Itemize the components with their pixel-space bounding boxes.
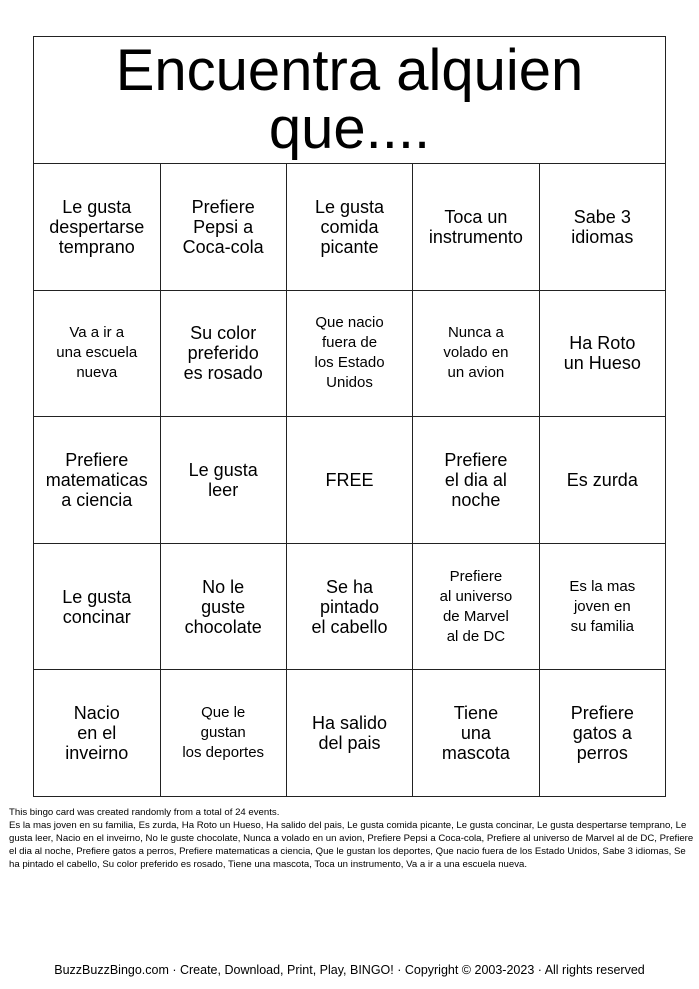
footer: BuzzBuzzBingo.com · Create, Download, Print, Play, BINGO! · Copyright © 2003-2023 · All rights reserved [54,963,645,977]
bingo-cell: Prefiere el dia al noche [413,417,539,544]
bingo-cell: Que le gustan los deportes [160,670,286,797]
card-title: Encuentra alquien que.... [34,37,666,164]
free-space: FREE [286,417,412,544]
info-events: Es la mas joven en su familia, Es zurda, Ha Roto un Hueso, Ha salido del pais, Le gusta comida picante, Le gusta concinar, Le gusta despertarse temprano, Le gusta leer, Nacio en el inveirno, No le guste chocolate, Nunca a volado en un avion, Prefiere Pepsi a Coca-cola, Prefiere al universo de Marvel al de DC, Prefiere el dia al noche, Prefiere gatos a perros, Prefiere matematicas a ciencia, Que le gustan los deportes, Que nacio fuera de los Estado Unidos, Sabe 3 idiomas, Se ha pintado el cabello, Su color preferido es rosado, Tiene una mascota, Toca un instrumento, Va a ir a una escuela nueva. [9,820,694,870]
bingo-cell: Toca un instrumento [413,164,539,291]
bingo-cell: Ha salido del pais [286,670,412,797]
bingo-row [34,417,666,544]
bingo-cell: Va a ir a una escuela nueva [34,290,161,417]
bingo-cell: Tiene una mascota [413,670,539,797]
bingo-cell: No le guste chocolate [160,543,286,670]
bingo-cell: Prefiere matematicas a ciencia [34,417,161,544]
bingo-card [33,36,666,797]
bingo-cell: Que nacio fuera de los Estado Unidos [286,290,412,417]
bingo-row [34,290,666,417]
bingo-cell: Le gusta comida picante [286,164,412,291]
bingo-cell: Le gusta despertarse temprano [34,164,161,291]
bingo-cell: Prefiere Pepsi a Coca-cola [160,164,286,291]
bingo-row [34,670,666,797]
bingo-cell: Le gusta concinar [34,543,161,670]
bingo-row [34,543,666,670]
bingo-cell: Nacio en el inveirno [34,670,161,797]
bingo-cell: Es la mas joven en su familia [539,543,665,670]
bingo-row [34,164,666,291]
bingo-cell: Es zurda [539,417,665,544]
bingo-cell: Prefiere gatos a perros [539,670,665,797]
bingo-cell: Ha Roto un Hueso [539,290,665,417]
info-summary: This bingo card was created randomly from a total of 24 events. [9,807,280,818]
bingo-cell: Nunca a volado en un avion [413,290,539,417]
bingo-cell: Prefiere al universo de Marvel al de DC [413,543,539,670]
card-info [9,806,694,871]
bingo-cell: Le gusta leer [160,417,286,544]
bingo-cell: Su color preferido es rosado [160,290,286,417]
bingo-cell: Se ha pintado el cabello [286,543,412,670]
bingo-cell: Sabe 3 idiomas [539,164,665,291]
